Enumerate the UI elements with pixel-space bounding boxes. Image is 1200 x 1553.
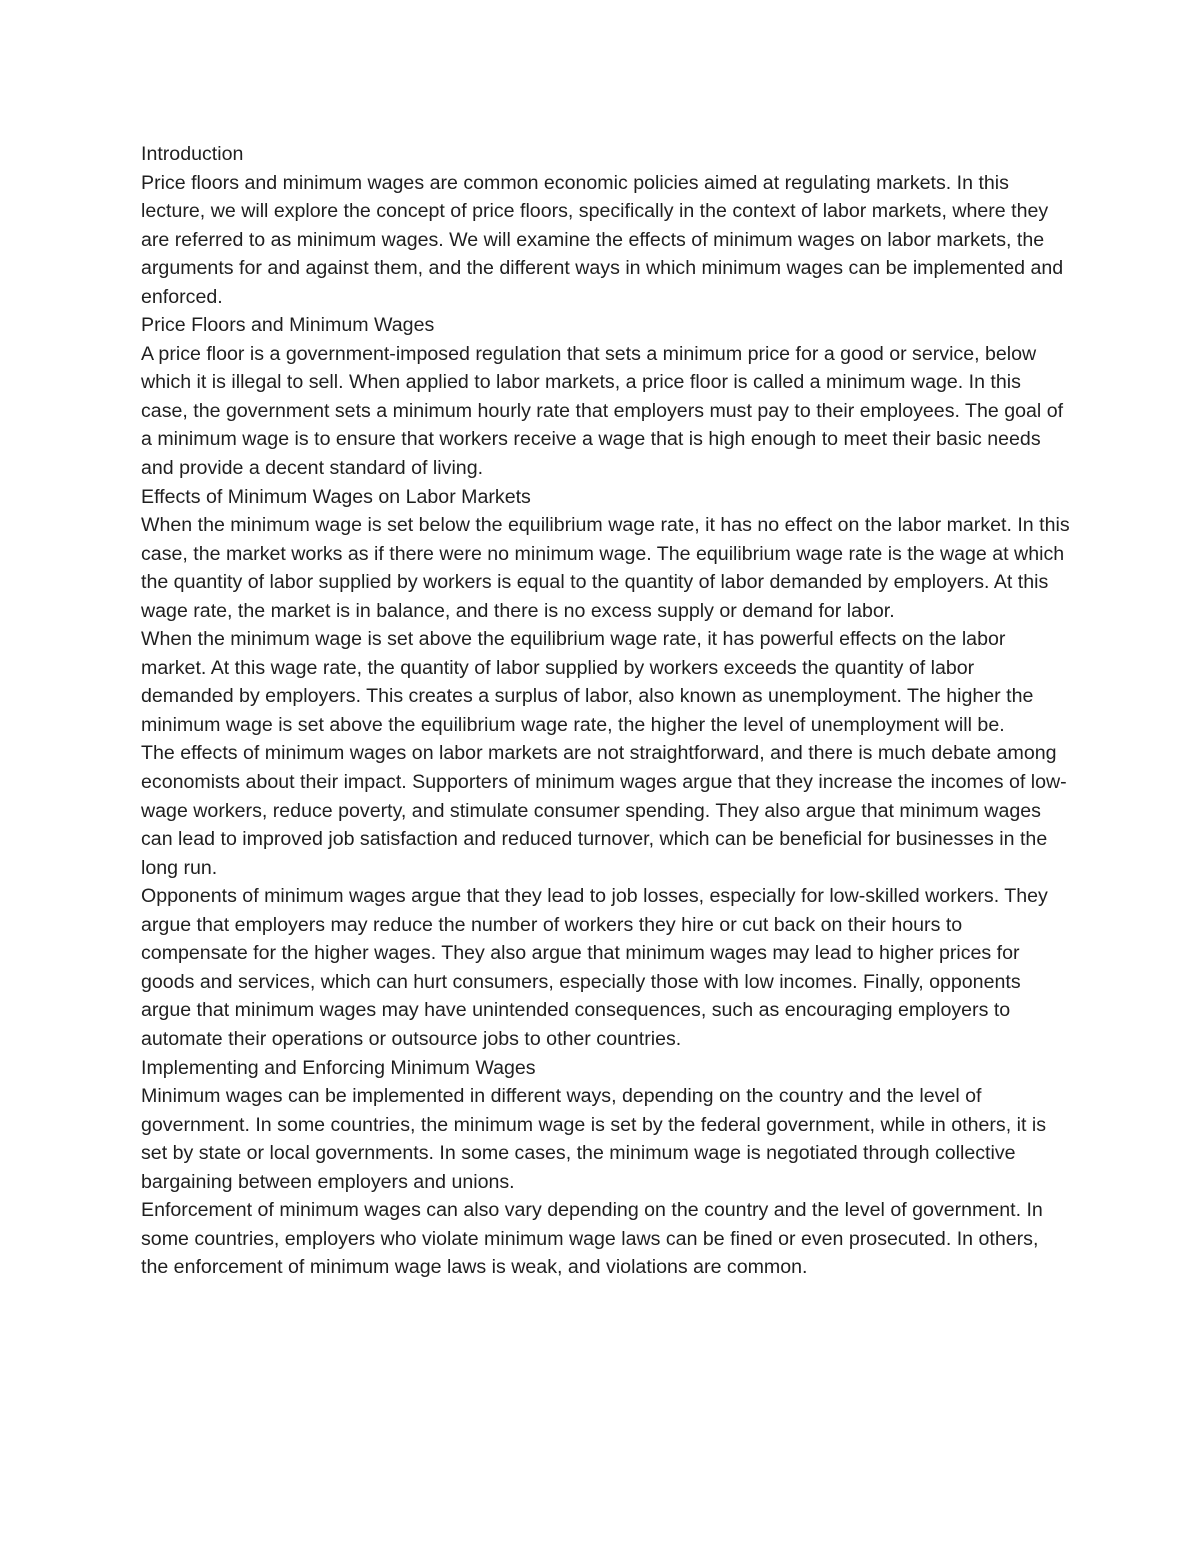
paragraph-effects-below: When the minimum wage is set below the equilibrium wage rate, it has no effect on the labor market. In this case, the market works as if there were no minimum wage. The equilibrium wage rate is the wage at which the quantity of labor supplied by workers is equal to the quantity of labor demanded by employers. At this wage rate, the market is in balance, and there is no excess supply or demand for labor.: [141, 514, 1070, 622]
paragraph-price-floors: A price floor is a government-imposed regulation that sets a minimum price for a good or service, below which it is illegal to sell. When applied to labor markets, a price floor is called a minimum wage. In this case, the government sets a minimum hourly rate that employers must pay to their employees. The goal of a minimum wage is to ensure that workers receive a wage that is high enough to meet their basic needs and provide a decent standard of living.: [141, 342, 1064, 480]
paragraph-introduction: Price floors and minimum wages are common economic policies aimed at regulating markets. In this lecture, we will explore the concept of price floors, specifically in the context of labor markets, where they are referred to as minimum wages. We will examine the effects of minimum wages on labor markets, the arguments for and against them, and the different ways in which minimum wages can be implemented and enforced.: [141, 171, 1064, 308]
paragraph-effects-debate: The effects of minimum wages on labor markets are not straightforward, and there is much debate among economists about their impact. Supporters of minimum wages argue that they increase the incomes of low-wage workers, reduce poverty, and stimulate consumer spending. They also argue that minimum wages can lead to improved job satisfaction and reduced turnover, which can be beneficial for businesses in the long run.: [141, 742, 1067, 879]
paragraph-enforcement: Enforcement of minimum wages can also vary depending on the country and the level of government. In some countries, employers who violate minimum wage laws can be fined or even prosecuted. In others, the enforcement of minimum wage laws is weak, and violations are common.: [141, 1199, 1043, 1279]
heading-price-floors: Price Floors and Minimum Wages: [141, 314, 435, 337]
paragraph-effects-opponents: Opponents of minimum wages argue that they lead to job losses, especially for low-skilled workers. They argue that employers may reduce the number of workers they hire or cut back on their hours to compensate for the higher wages. They also argue that minimum wages may lead to higher prices for goods and services, which can hurt consumers, especially those with low incomes. Finally, opponents argue that minimum wages may have unintended consequences, such as encouraging employers to automate their operations or outsource jobs to other countries.: [141, 885, 1048, 1050]
document-body: [141, 140, 1071, 1282]
heading-introduction: Introduction: [141, 143, 244, 165]
paragraph-implementing: Minimum wages can be implemented in different ways, depending on the country and the level of government. In some countries, the minimum wage is set by the federal government, while in others, it is set by state or local governments. In some cases, the minimum wage is negotiated through collective bargaining between employers and unions.: [141, 1085, 1046, 1193]
heading-effects: Effects of Minimum Wages on Labor Markets: [141, 485, 531, 508]
paragraph-effects-above: When the minimum wage is set above the equilibrium wage rate, it has powerful effects on the labor market. At this wage rate, the quantity of labor supplied by workers exceeds the quantity of labor demanded by employers. This creates a surplus of labor, also known as unemployment. The higher the minimum wage is set above the equilibrium wage rate, the higher the level of unemployment will be.: [141, 628, 1034, 736]
heading-implementing: Implementing and Enforcing Minimum Wages: [141, 1056, 536, 1079]
